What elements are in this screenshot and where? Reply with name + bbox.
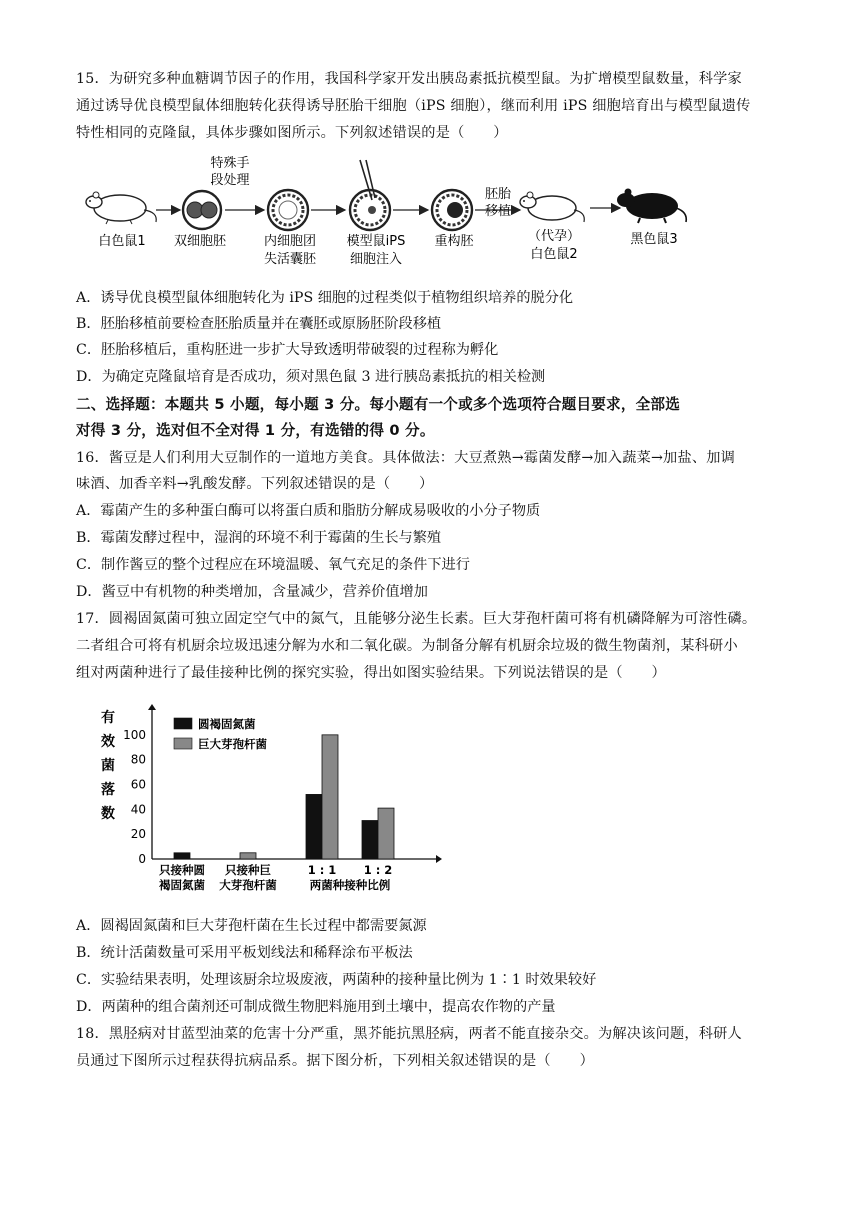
y-axis-label-char: 落 [101,782,115,798]
q17-option-b[interactable]: B．统计活菌数量可采用平板划线法和稀释涂布平板法 [76,945,413,961]
reconstructed-embryo-icon [432,190,472,230]
special-treatment-label-1: 特殊手 [210,156,250,171]
white-mouse-1-icon [86,192,156,224]
section2-header-1: 二、选择题：本题共 5 小题，每小题 3 分。每小题有一个或多个选项符合题目要求，全部选 [76,396,680,413]
q18-line-2: 员通过下图所示过程获得抗病品系。据下图分析，下列相关叙述错误的是（ ） [76,1053,594,1069]
y-tick-label: 0 [138,852,146,866]
colony-count-chart [96,702,446,902]
y-tick-label: 100 [123,727,146,742]
special-treatment-label-2: 段处理 [210,173,250,188]
y-tick-label: 40 [130,802,146,817]
q17-option-c[interactable]: C．实验结果表明，处理该厨余垃圾废液，两菌种的接种量比例为 1∶1 时效果较好 [76,972,597,988]
bar [240,853,256,859]
legend-swatch [174,738,192,749]
y-axis-label-char: 数 [101,806,115,822]
x-tick-label: 只接种巨 [225,863,271,877]
x-axis-label: 两菌种接种比例 [309,878,391,892]
q17-line-2: 二者组合可将有机厨余垃圾迅速分解为水和二氧化碳。为制备分解有机厨余垃圾的微生物菌剂，某科研小 [76,638,738,654]
q16-option-a[interactable]: A．霉菌产生的多种蛋白酶可以将蛋白质和脂肪分解成易吸收的小分子物质 [76,503,541,519]
legend-label: 巨大芽孢杆菌 [198,737,267,751]
q17-line-3: 组对两菌种进行了最佳接种比例的探究实验，得出如图实验结果。下列说法错误的是（ ） [76,665,666,681]
bar [174,853,190,859]
q16-option-b[interactable]: B．霉菌发酵过程中，湿润的环境不利于霉菌的生长与繁殖 [76,530,442,546]
q18-line-1: 18．黑胫病对甘蓝型油菜的危害十分严重，黑芥能抗黑胫病，两者不能直接杂交。为解决该问题，科研人 [76,1026,742,1042]
q15-option-b[interactable]: B．胚胎移植前要检查胚胎质量并在囊胚或原肠胚阶段移植 [76,316,442,332]
bar [362,821,378,859]
x-tick-label: 1 : 1 [307,863,337,877]
q16-line-2: 味酒、加香辛料→乳酸发酵。下列叙述错误的是（ ） [76,476,434,492]
two-cell-embryo-label: 双细胞胚 [173,234,227,249]
y-tick-label: 80 [130,752,146,767]
x-tick-label: 大芽孢杆菌 [219,878,277,892]
q17-option-d[interactable]: D．两菌种的组合菌剂还可制成微生物肥料施用到土壤中，提高农作物的产量 [76,999,556,1015]
legend-swatch [174,718,192,729]
q15-line-1: 15．为研究多种血糖调节因子的作用，我国科学家开发出胰岛素抵抗模型鼠。为扩增模型鼠数量，科学家 [76,71,742,87]
q17-option-a[interactable]: A．圆褐固氮菌和巨大芽孢杆菌在生长过程中都需要氮源 [76,918,427,934]
ips-label-2: 细胞注入 [349,252,403,267]
q16-option-c[interactable]: C．制作酱豆的整个过程应在环境温暖、氧气充足的条件下进行 [76,557,470,573]
reconstructed-embryo-label: 重构胚 [434,234,474,249]
y-tick-label: 60 [130,777,146,792]
x-tick-label: 褐固氮菌 [159,878,205,892]
black-mouse-3-label: 黑色鼠3 [630,232,678,247]
q16-line-1: 16．酱豆是人们利用大豆制作的一道地方美食。具体做法：大豆煮熟→霉菌发酵→加入蔬菜→加盐、加调 [76,450,735,466]
blastocyst-label-1: 内细胞团 [263,234,317,249]
white-mouse-2-icon [520,192,584,222]
section2-header-2: 对得 3 分，选对但不全对得 1 分，有选错的得 0 分。 [76,422,435,439]
y-axis-label-char: 效 [101,734,115,750]
y-axis-arrow [148,704,156,710]
surrogate-label-1: （代孕） [527,229,581,244]
cloning-process-diagram [80,150,700,280]
transfer-label-2: 移植 [484,204,512,219]
q15-line-3: 特性相同的克隆鼠，具体步骤如图所示。下列叙述错误的是（ ） [76,125,508,141]
x-tick-label: 1 : 2 [363,863,393,877]
bar [378,808,394,859]
q15-line-2: 通过诱导优良模型鼠体细胞转化获得诱导胚胎干细胞（iPS 细胞），继而利用 iPS 细胞培育出与模型鼠遗传 [76,98,751,114]
y-axis-label-char: 菌 [101,758,115,774]
surrogate-label-2: 白色鼠2 [530,247,578,262]
q16-option-d[interactable]: D．酱豆中有机物的种类增加，含量减少，营养价值增加 [76,584,428,600]
ips-label-1: 模型鼠iPS [346,234,406,249]
ips-injection-icon [350,160,390,230]
q15-option-c[interactable]: C．胚胎移植后，重构胚进一步扩大导致透明带破裂的过程称为孵化 [76,342,499,358]
bar [322,735,338,859]
y-axis-label-char: 有 [101,710,115,726]
y-tick-label: 20 [130,827,146,842]
legend-label: 圆褐固氮菌 [198,717,256,731]
blastocyst-icon [268,190,308,230]
q17-line-1: 17．圆褐固氮菌可独立固定空气中的氮气，且能够分泌生长素。巨大芽孢杆菌可将有机磷降解为可溶性磷。 [76,611,757,627]
bar [306,794,322,859]
black-mouse-3-icon [617,189,686,224]
white-mouse-1-label: 白色鼠1 [98,234,146,249]
transfer-label-1: 胚胎 [484,187,512,202]
blastocyst-label-2: 失活囊胚 [263,252,317,267]
x-tick-label: 只接种圆 [159,863,205,877]
two-cell-embryo-icon [183,191,221,229]
x-axis-arrow [436,855,442,863]
q15-option-d[interactable]: D．为确定克隆鼠培育是否成功，须对黑色鼠 3 进行胰岛素抵抗的相关检测 [76,369,546,385]
q15-option-a[interactable]: A．诱导优良模型鼠体细胞转化为 iPS 细胞的过程类似于植物组织培养的脱分化 [76,290,574,306]
